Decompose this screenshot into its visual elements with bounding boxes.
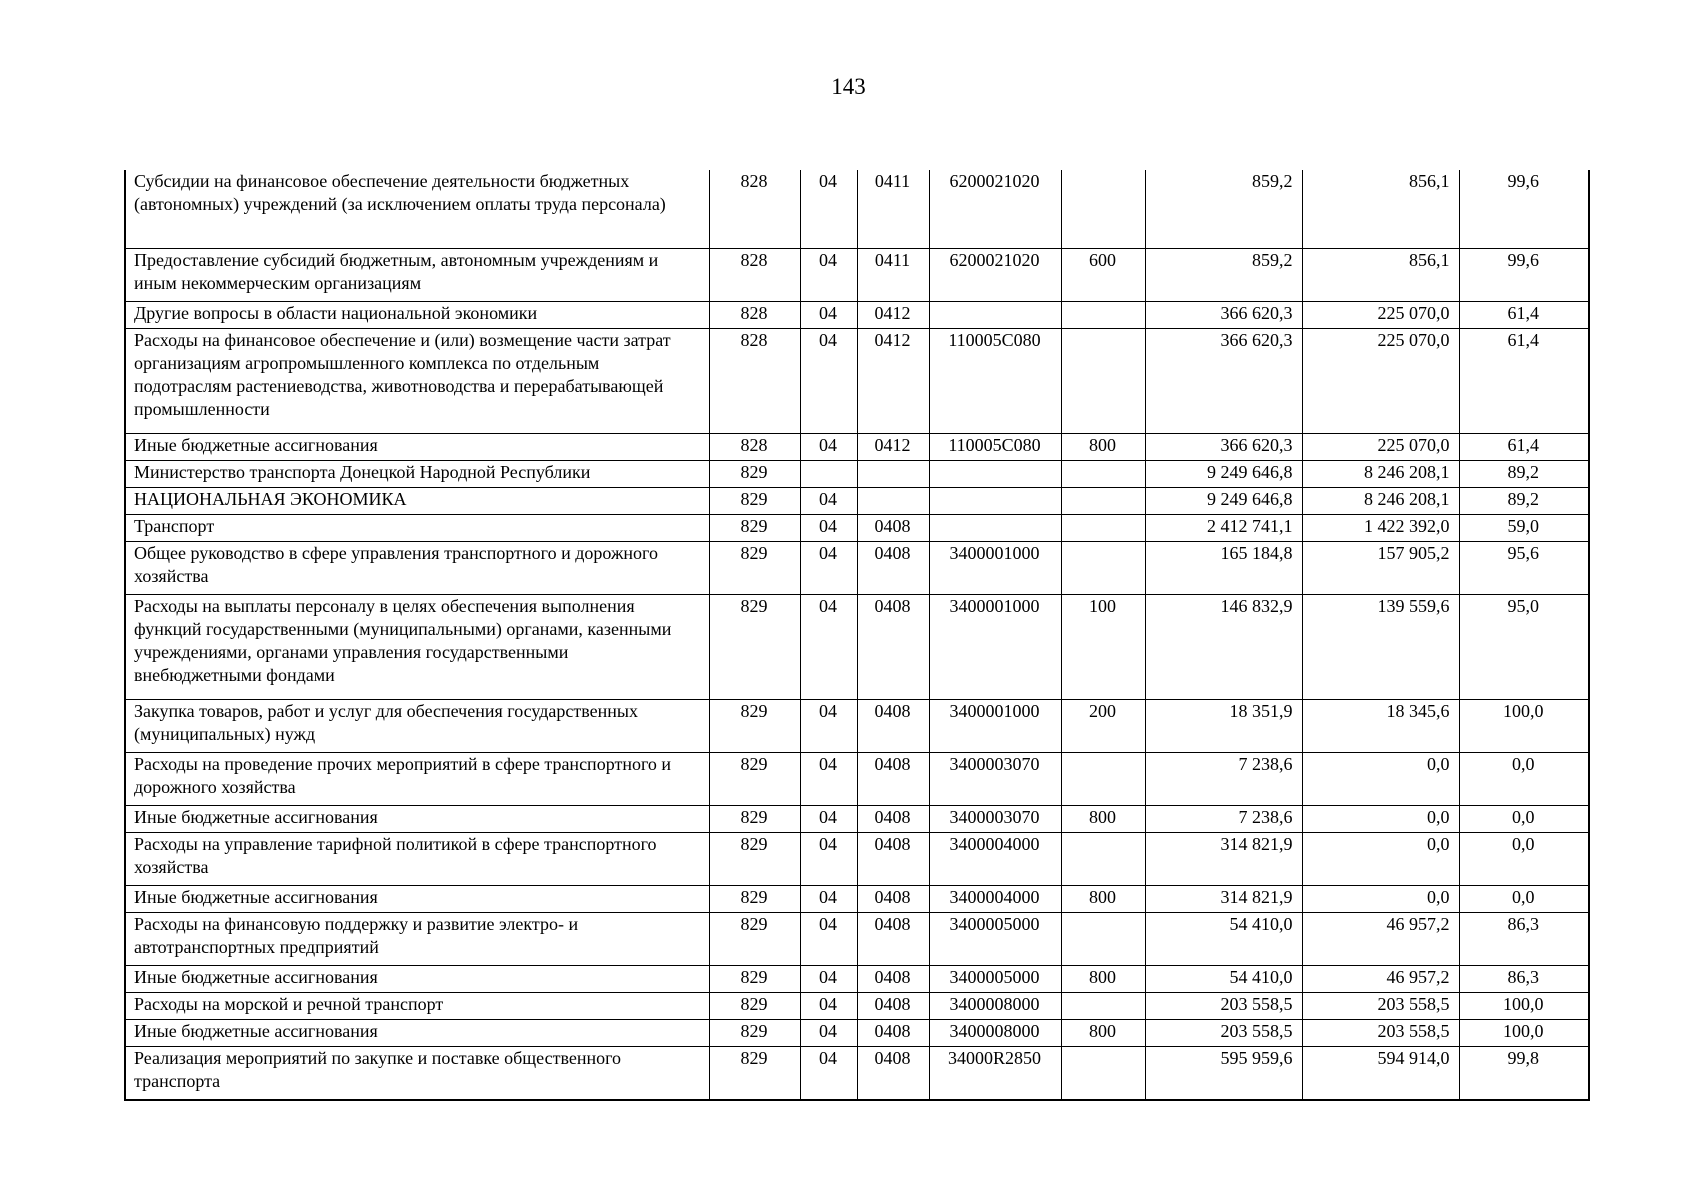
table-row	[125, 806, 1589, 833]
execution-percent: 86,3	[1459, 913, 1589, 966]
plan-amount: 595 959,6	[1145, 1047, 1302, 1101]
ved-code: 829	[709, 700, 800, 753]
execution-percent: 61,4	[1459, 302, 1589, 329]
section-code: 04	[800, 913, 857, 966]
row-name: Транспорт	[125, 515, 709, 542]
ved-code: 829	[709, 488, 800, 515]
actual-amount: 8 246 208,1	[1302, 461, 1459, 488]
execution-percent: 89,2	[1459, 461, 1589, 488]
target-article-code: 3400004000	[929, 886, 1061, 913]
target-article-code: 3400003070	[929, 753, 1061, 806]
row-name: Иные бюджетные ассигнования	[125, 966, 709, 993]
subsection-code: 0408	[857, 542, 929, 595]
actual-amount: 594 914,0	[1302, 1047, 1459, 1101]
execution-percent: 59,0	[1459, 515, 1589, 542]
ved-code: 829	[709, 1047, 800, 1101]
section-code: 04	[800, 753, 857, 806]
expense-type-code	[1061, 753, 1145, 806]
section-code: 04	[800, 170, 857, 249]
table-row	[125, 515, 1589, 542]
subsection-code	[857, 488, 929, 515]
expense-type-code	[1061, 461, 1145, 488]
subsection-code: 0411	[857, 170, 929, 249]
actual-amount: 8 246 208,1	[1302, 488, 1459, 515]
plan-amount: 165 184,8	[1145, 542, 1302, 595]
target-article-code: 3400001000	[929, 700, 1061, 753]
target-article-code: 6200021020	[929, 249, 1061, 302]
row-name: Иные бюджетные ассигнования	[125, 434, 709, 461]
target-article-code	[929, 302, 1061, 329]
section-code: 04	[800, 806, 857, 833]
actual-amount: 856,1	[1302, 170, 1459, 249]
plan-amount: 366 620,3	[1145, 302, 1302, 329]
table-row	[125, 833, 1589, 886]
execution-percent: 95,0	[1459, 595, 1589, 700]
subsection-code: 0408	[857, 886, 929, 913]
target-article-code: 3400008000	[929, 1020, 1061, 1047]
subsection-code: 0408	[857, 515, 929, 542]
subsection-code: 0412	[857, 302, 929, 329]
budget-table	[124, 170, 1590, 1101]
target-article-code: 3400001000	[929, 595, 1061, 700]
ved-code: 828	[709, 302, 800, 329]
ved-code: 829	[709, 913, 800, 966]
expense-type-code: 800	[1061, 1020, 1145, 1047]
row-name: Расходы на управление тарифной политикой в сфере транспортного хозяйства	[125, 833, 709, 886]
ved-code: 829	[709, 886, 800, 913]
actual-amount: 0,0	[1302, 833, 1459, 886]
target-article-code: 110005С080	[929, 329, 1061, 434]
target-article-code: 110005С080	[929, 434, 1061, 461]
ved-code: 829	[709, 1020, 800, 1047]
subsection-code: 0408	[857, 595, 929, 700]
plan-amount: 18 351,9	[1145, 700, 1302, 753]
ved-code: 828	[709, 249, 800, 302]
execution-percent: 99,8	[1459, 1047, 1589, 1101]
actual-amount: 203 558,5	[1302, 1020, 1459, 1047]
plan-amount: 203 558,5	[1145, 1020, 1302, 1047]
subsection-code	[857, 461, 929, 488]
actual-amount: 1 422 392,0	[1302, 515, 1459, 542]
plan-amount: 2 412 741,1	[1145, 515, 1302, 542]
subsection-code: 0408	[857, 1047, 929, 1101]
subsection-code: 0408	[857, 833, 929, 886]
target-article-code: 3400005000	[929, 913, 1061, 966]
row-name: Общее руководство в сфере управления транспортного и дорожного хозяйства	[125, 542, 709, 595]
execution-percent: 61,4	[1459, 434, 1589, 461]
execution-percent: 99,6	[1459, 170, 1589, 249]
table-row	[125, 461, 1589, 488]
actual-amount: 139 559,6	[1302, 595, 1459, 700]
table-row	[125, 542, 1589, 595]
ved-code: 829	[709, 461, 800, 488]
execution-percent: 0,0	[1459, 886, 1589, 913]
target-article-code: 34000R2850	[929, 1047, 1061, 1101]
row-name: НАЦИОНАЛЬНАЯ ЭКОНОМИКА	[125, 488, 709, 515]
table-row	[125, 302, 1589, 329]
actual-amount: 46 957,2	[1302, 913, 1459, 966]
ved-code: 829	[709, 966, 800, 993]
execution-percent: 0,0	[1459, 806, 1589, 833]
ved-code: 829	[709, 833, 800, 886]
expense-type-code	[1061, 993, 1145, 1020]
actual-amount: 0,0	[1302, 886, 1459, 913]
target-article-code	[929, 488, 1061, 515]
section-code: 04	[800, 1047, 857, 1101]
execution-percent: 86,3	[1459, 966, 1589, 993]
ved-code: 829	[709, 542, 800, 595]
expense-type-code: 800	[1061, 434, 1145, 461]
plan-amount: 203 558,5	[1145, 993, 1302, 1020]
section-code: 04	[800, 993, 857, 1020]
page-number: 143	[831, 74, 866, 99]
plan-amount: 314 821,9	[1145, 833, 1302, 886]
target-article-code	[929, 515, 1061, 542]
expense-type-code	[1061, 515, 1145, 542]
actual-amount: 0,0	[1302, 806, 1459, 833]
expense-type-code: 600	[1061, 249, 1145, 302]
expense-type-code	[1061, 488, 1145, 515]
execution-percent: 100,0	[1459, 700, 1589, 753]
row-name: Иные бюджетные ассигнования	[125, 886, 709, 913]
plan-amount: 859,2	[1145, 249, 1302, 302]
actual-amount: 856,1	[1302, 249, 1459, 302]
table-row	[125, 966, 1589, 993]
plan-amount: 7 238,6	[1145, 806, 1302, 833]
ved-code: 829	[709, 993, 800, 1020]
row-name: Расходы на выплаты персоналу в целях обеспечения выполнения функций государственными (муниципальными) органами, казенными учреждениями, органами управления государственными внебюджетными фондами	[125, 595, 709, 700]
table-row	[125, 488, 1589, 515]
ved-code: 829	[709, 753, 800, 806]
subsection-code: 0408	[857, 1020, 929, 1047]
expense-type-code: 100	[1061, 595, 1145, 700]
execution-percent: 61,4	[1459, 329, 1589, 434]
row-name: Расходы на проведение прочих мероприятий в сфере транспортного и дорожного хозяйства	[125, 753, 709, 806]
table-row	[125, 700, 1589, 753]
subsection-code: 0408	[857, 966, 929, 993]
expense-type-code	[1061, 329, 1145, 434]
section-code: 04	[800, 886, 857, 913]
actual-amount: 225 070,0	[1302, 302, 1459, 329]
table-row	[125, 993, 1589, 1020]
table-row	[125, 1047, 1589, 1101]
expense-type-code	[1061, 302, 1145, 329]
ved-code: 829	[709, 806, 800, 833]
actual-amount: 225 070,0	[1302, 329, 1459, 434]
actual-amount: 18 345,6	[1302, 700, 1459, 753]
target-article-code: 3400008000	[929, 993, 1061, 1020]
table-body	[125, 170, 1589, 1100]
actual-amount: 157 905,2	[1302, 542, 1459, 595]
row-name: Иные бюджетные ассигнования	[125, 1020, 709, 1047]
target-article-code: 3400005000	[929, 966, 1061, 993]
plan-amount: 146 832,9	[1145, 595, 1302, 700]
row-name: Иные бюджетные ассигнования	[125, 806, 709, 833]
plan-amount: 366 620,3	[1145, 434, 1302, 461]
actual-amount: 0,0	[1302, 753, 1459, 806]
table-row	[125, 886, 1589, 913]
section-code: 04	[800, 249, 857, 302]
subsection-code: 0408	[857, 753, 929, 806]
actual-amount: 46 957,2	[1302, 966, 1459, 993]
target-article-code: 3400004000	[929, 833, 1061, 886]
section-code	[800, 461, 857, 488]
row-name: Субсидии на финансовое обеспечение деятельности бюджетных (автономных) учреждений (за исключением оплаты труда персонала)	[125, 170, 709, 249]
table-row	[125, 913, 1589, 966]
actual-amount: 225 070,0	[1302, 434, 1459, 461]
ved-code: 828	[709, 434, 800, 461]
row-name: Министерство транспорта Донецкой Народной Республики	[125, 461, 709, 488]
table-row	[125, 170, 1589, 249]
target-article-code: 3400001000	[929, 542, 1061, 595]
ved-code: 829	[709, 515, 800, 542]
ved-code: 828	[709, 329, 800, 434]
table-row	[125, 1020, 1589, 1047]
plan-amount: 314 821,9	[1145, 886, 1302, 913]
expense-type-code	[1061, 542, 1145, 595]
execution-percent: 99,6	[1459, 249, 1589, 302]
section-code: 04	[800, 1020, 857, 1047]
subsection-code: 0408	[857, 700, 929, 753]
subsection-code: 0408	[857, 806, 929, 833]
expense-type-code: 800	[1061, 966, 1145, 993]
expense-type-code: 200	[1061, 700, 1145, 753]
table-row	[125, 753, 1589, 806]
row-name: Расходы на финансовую поддержку и развитие электро- и автотранспортных предприятий	[125, 913, 709, 966]
section-code: 04	[800, 595, 857, 700]
execution-percent: 100,0	[1459, 993, 1589, 1020]
row-name: Другие вопросы в области национальной экономики	[125, 302, 709, 329]
section-code: 04	[800, 515, 857, 542]
section-code: 04	[800, 488, 857, 515]
plan-amount: 366 620,3	[1145, 329, 1302, 434]
table-row	[125, 329, 1589, 434]
subsection-code: 0412	[857, 329, 929, 434]
row-name: Закупка товаров, работ и услуг для обеспечения государственных (муниципальных) нужд	[125, 700, 709, 753]
execution-percent: 95,6	[1459, 542, 1589, 595]
section-code: 04	[800, 700, 857, 753]
execution-percent: 89,2	[1459, 488, 1589, 515]
target-article-code: 6200021020	[929, 170, 1061, 249]
expense-type-code	[1061, 170, 1145, 249]
execution-percent: 100,0	[1459, 1020, 1589, 1047]
plan-amount: 54 410,0	[1145, 913, 1302, 966]
plan-amount: 9 249 646,8	[1145, 461, 1302, 488]
expense-type-code: 800	[1061, 806, 1145, 833]
section-code: 04	[800, 966, 857, 993]
subsection-code: 0411	[857, 249, 929, 302]
row-name: Расходы на финансовое обеспечение и (или) возмещение части затрат организациям агропромышленного комплекса по отдельным подотраслям растениеводства, животноводства и перерабатывающей промышленности	[125, 329, 709, 434]
table-row	[125, 434, 1589, 461]
expense-type-code	[1061, 913, 1145, 966]
section-code: 04	[800, 329, 857, 434]
ved-code: 828	[709, 170, 800, 249]
subsection-code: 0408	[857, 993, 929, 1020]
subsection-code: 0408	[857, 913, 929, 966]
row-name: Реализация мероприятий по закупке и поставке общественного транспорта	[125, 1047, 709, 1101]
execution-percent: 0,0	[1459, 753, 1589, 806]
actual-amount: 203 558,5	[1302, 993, 1459, 1020]
row-name: Расходы на морской и речной транспорт	[125, 993, 709, 1020]
table-row	[125, 595, 1589, 700]
plan-amount: 7 238,6	[1145, 753, 1302, 806]
plan-amount: 859,2	[1145, 170, 1302, 249]
plan-amount: 9 249 646,8	[1145, 488, 1302, 515]
target-article-code: 3400003070	[929, 806, 1061, 833]
section-code: 04	[800, 542, 857, 595]
subsection-code: 0412	[857, 434, 929, 461]
section-code: 04	[800, 833, 857, 886]
row-name: Предоставление субсидий бюджетным, автономным учреждениям и иным некоммерческим организациям	[125, 249, 709, 302]
ved-code: 829	[709, 595, 800, 700]
plan-amount: 54 410,0	[1145, 966, 1302, 993]
expense-type-code	[1061, 1047, 1145, 1101]
target-article-code	[929, 461, 1061, 488]
section-code: 04	[800, 302, 857, 329]
table-row	[125, 249, 1589, 302]
section-code: 04	[800, 434, 857, 461]
expense-type-code	[1061, 833, 1145, 886]
expense-type-code: 800	[1061, 886, 1145, 913]
execution-percent: 0,0	[1459, 833, 1589, 886]
